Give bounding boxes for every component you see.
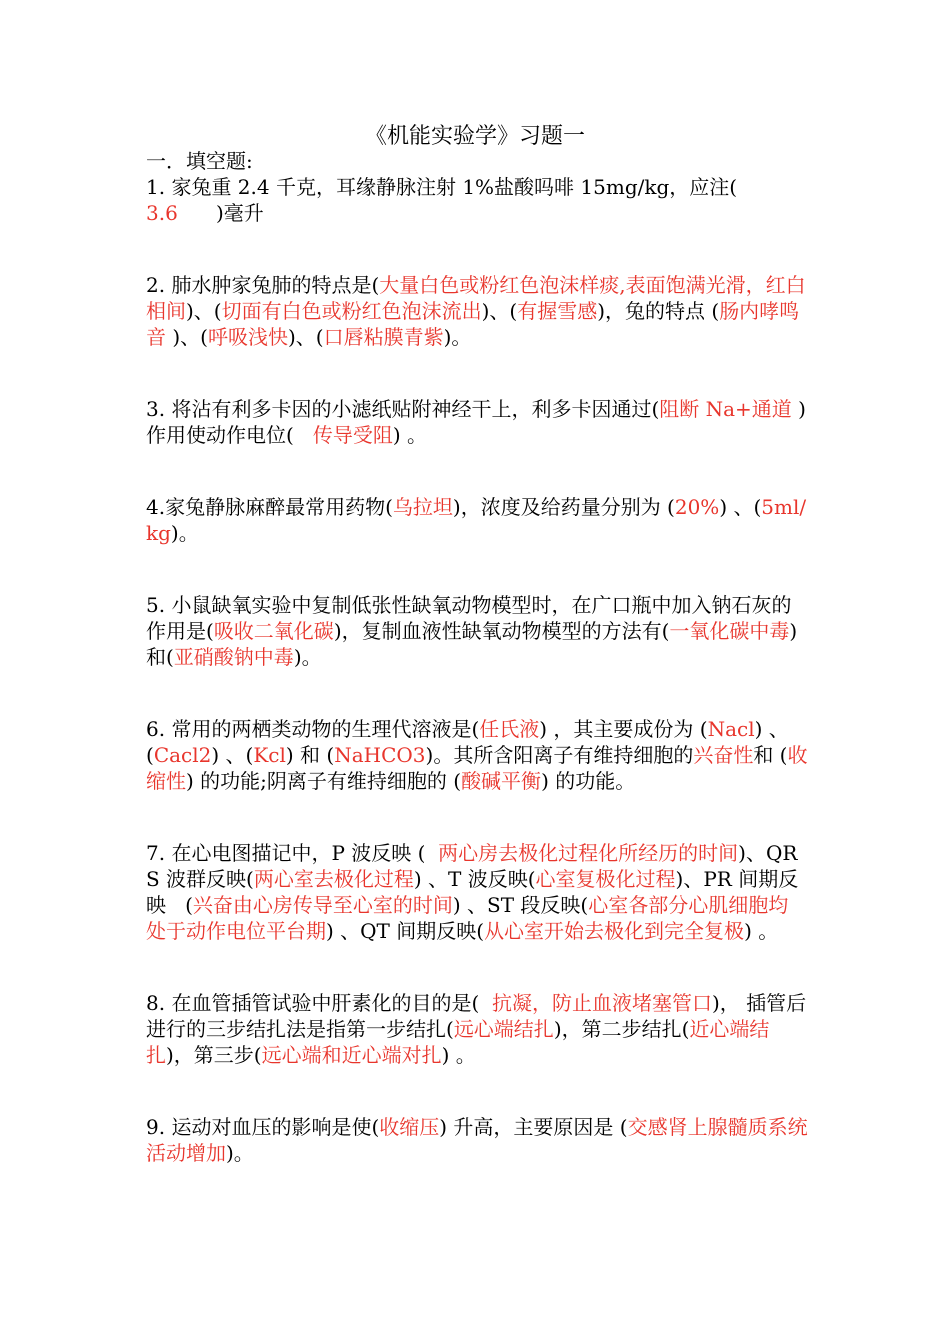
answer-text: 远心端和近心端对扎 <box>261 1043 442 1067</box>
question-text: ) 、T 波反映( <box>413 867 536 891</box>
answer-text: 大量白色或粉红色泡沫样痰,表面饱满光滑，红白相间 <box>146 273 806 323</box>
question-text: ) 。 <box>392 423 428 447</box>
question-text: )、( <box>186 299 222 323</box>
question-8 <box>146 990 808 1068</box>
question-text: )、QRS 波群反映( <box>146 841 798 891</box>
answer-text: 两心房去极化过程化所经历的时间 <box>438 841 739 865</box>
question-text: ) 、QT 间期反映( <box>326 919 485 943</box>
question-text: 7. 在心电图描记中，P 波反映 ( <box>146 841 439 865</box>
answer-text: 兴奋由心房传导至心室的时间 <box>192 893 453 917</box>
answer-text: 心室各部分心肌细胞均处于动作电位平台期 <box>146 893 789 943</box>
answer-text: 一氧化碳中毒 <box>669 619 790 643</box>
question-text: )。 <box>443 325 472 349</box>
answer-text: 5ml/kg <box>146 495 807 545</box>
answer-text: 切面有白色或粉红色泡沫流出 <box>221 299 482 323</box>
question-1 <box>146 174 814 226</box>
question-text: 9. 运动对血压的影响是使( <box>146 1115 380 1139</box>
answer-text: Cacl2 <box>153 743 212 767</box>
question-text: ) 升高，主要原因是 ( <box>439 1115 628 1139</box>
answer-text: 心室复极化过程 <box>535 867 676 891</box>
question-text: )、( <box>287 325 324 349</box>
answer-text: 口唇粘膜青紫 <box>323 325 444 349</box>
question-text: )毫升 <box>209 201 264 225</box>
question-text: 5. 小鼠缺氧实验中复制低张性缺氧动物模型时，在广口瓶中加入钠石灰的作用是( <box>146 593 792 643</box>
answer-text: 乌拉坦 <box>392 495 453 519</box>
answer-text: 兴奋性 <box>693 743 754 767</box>
answer-text: 近心端结扎 <box>146 1017 770 1067</box>
answer-text: 抗凝，防止血液堵塞管口 <box>491 991 712 1015</box>
question-text: )。其所含阳离子有维持细胞的 <box>425 743 694 767</box>
question-text: ) 和 ( <box>285 743 335 767</box>
question-text: )。 <box>226 1141 254 1165</box>
question-text: ) ，其主要成份为 ( <box>539 717 708 741</box>
question-text: )， 插管后进行的三步结扎法是指第一步结扎( <box>146 991 807 1041</box>
question-text: ) 、( <box>211 743 254 767</box>
question-text: 8. 在血管插管试验中肝素化的目的是( <box>146 991 492 1015</box>
question-3 <box>146 396 813 448</box>
question-text: )。 <box>170 521 199 545</box>
question-7 <box>146 840 808 944</box>
question-list <box>146 174 814 1166</box>
answer-text: 远心端结扎 <box>453 1017 554 1041</box>
question-text: )、( <box>481 299 518 323</box>
answer-text: 交感肾上腺髓质系统活动增加 <box>146 1115 808 1165</box>
answer-text: 20% <box>674 495 720 519</box>
document-content <box>146 148 814 1166</box>
answer-text: NaHCO3 <box>334 743 426 767</box>
question-text: )，兔的特点 ( <box>597 299 720 323</box>
question-text: )，第二步结扎( <box>553 1017 690 1041</box>
question-text: )，浓度及给药量分别为 ( <box>452 495 675 519</box>
question-5 <box>146 592 808 670</box>
question-9 <box>146 1114 808 1166</box>
question-text: 2. 肺水肿家兔肺的特点是( <box>146 273 380 297</box>
question-text: ) 。 <box>744 919 779 943</box>
question-text: ) 。 <box>441 1043 476 1067</box>
answer-text: 肠内哮鸣音 <box>146 299 800 349</box>
answer-text: 任氏液 <box>479 717 540 741</box>
question-text: ) 、( <box>146 717 789 767</box>
question-2 <box>146 272 808 350</box>
answer-text: Nacl <box>707 717 755 741</box>
question-text: )，第三步( <box>166 1043 262 1067</box>
document-title: 《机能实验学》习题一 <box>364 124 585 149</box>
answer-text: 有握雪感 <box>517 299 598 323</box>
question-text: ) 的功能;阴离子有维持细胞的 ( <box>186 769 462 793</box>
question-text: 6. 常用的两栖类动物的生理代溶液是( <box>146 717 480 741</box>
section-heading: 一．填空题: <box>146 149 253 173</box>
question-4 <box>146 494 808 546</box>
answer-text: 收缩压 <box>379 1115 440 1139</box>
question-text: 和 ( <box>753 743 788 767</box>
question-text: ) 的功能。 <box>541 769 636 793</box>
answer-text: 呼吸浅快 <box>207 325 288 349</box>
question-text: )、( <box>172 325 208 349</box>
question-text: ) 作用使动作电位( <box>146 397 813 447</box>
answer-text: 酸碱平衡 <box>461 769 542 793</box>
question-text: )、PR 间期反映 ( <box>146 867 799 917</box>
question-6 <box>146 716 808 794</box>
answer-text: 吸收二氧化碳 <box>213 619 334 643</box>
question-text: 4.家兔静脉麻醉最常用药物( <box>146 495 393 519</box>
answer-text: 3.6 <box>146 175 814 225</box>
question-text: ) 、ST 段反映( <box>452 893 589 917</box>
question-text: )，复制血液性缺氧动物模型的方法有( <box>333 619 670 643</box>
answer-text: 传导受阻 <box>312 423 393 447</box>
answer-text: 阻断 Na+通道 <box>659 397 799 421</box>
question-text: 3. 将沾有利多卡因的小滤纸贴附神经干上，利多卡因通过( <box>146 397 660 421</box>
question-text: 1. 家兔重 2.4 千克，耳缘静脉注射 1%盐酸吗啡 15mg/kg，应注( <box>146 175 744 199</box>
question-text: ) 、( <box>719 495 762 519</box>
answer-text: 收缩性 <box>146 743 808 793</box>
question-text: )和( <box>146 619 798 669</box>
question-text: )。 <box>293 645 322 669</box>
answer-text: 从心室开始去极化到完全复极 <box>484 919 745 943</box>
answer-text: Kcl <box>253 743 286 767</box>
answer-text: 亚硝酸钠中毒 <box>173 645 294 669</box>
answer-text: 两心室去极化过程 <box>253 867 414 891</box>
